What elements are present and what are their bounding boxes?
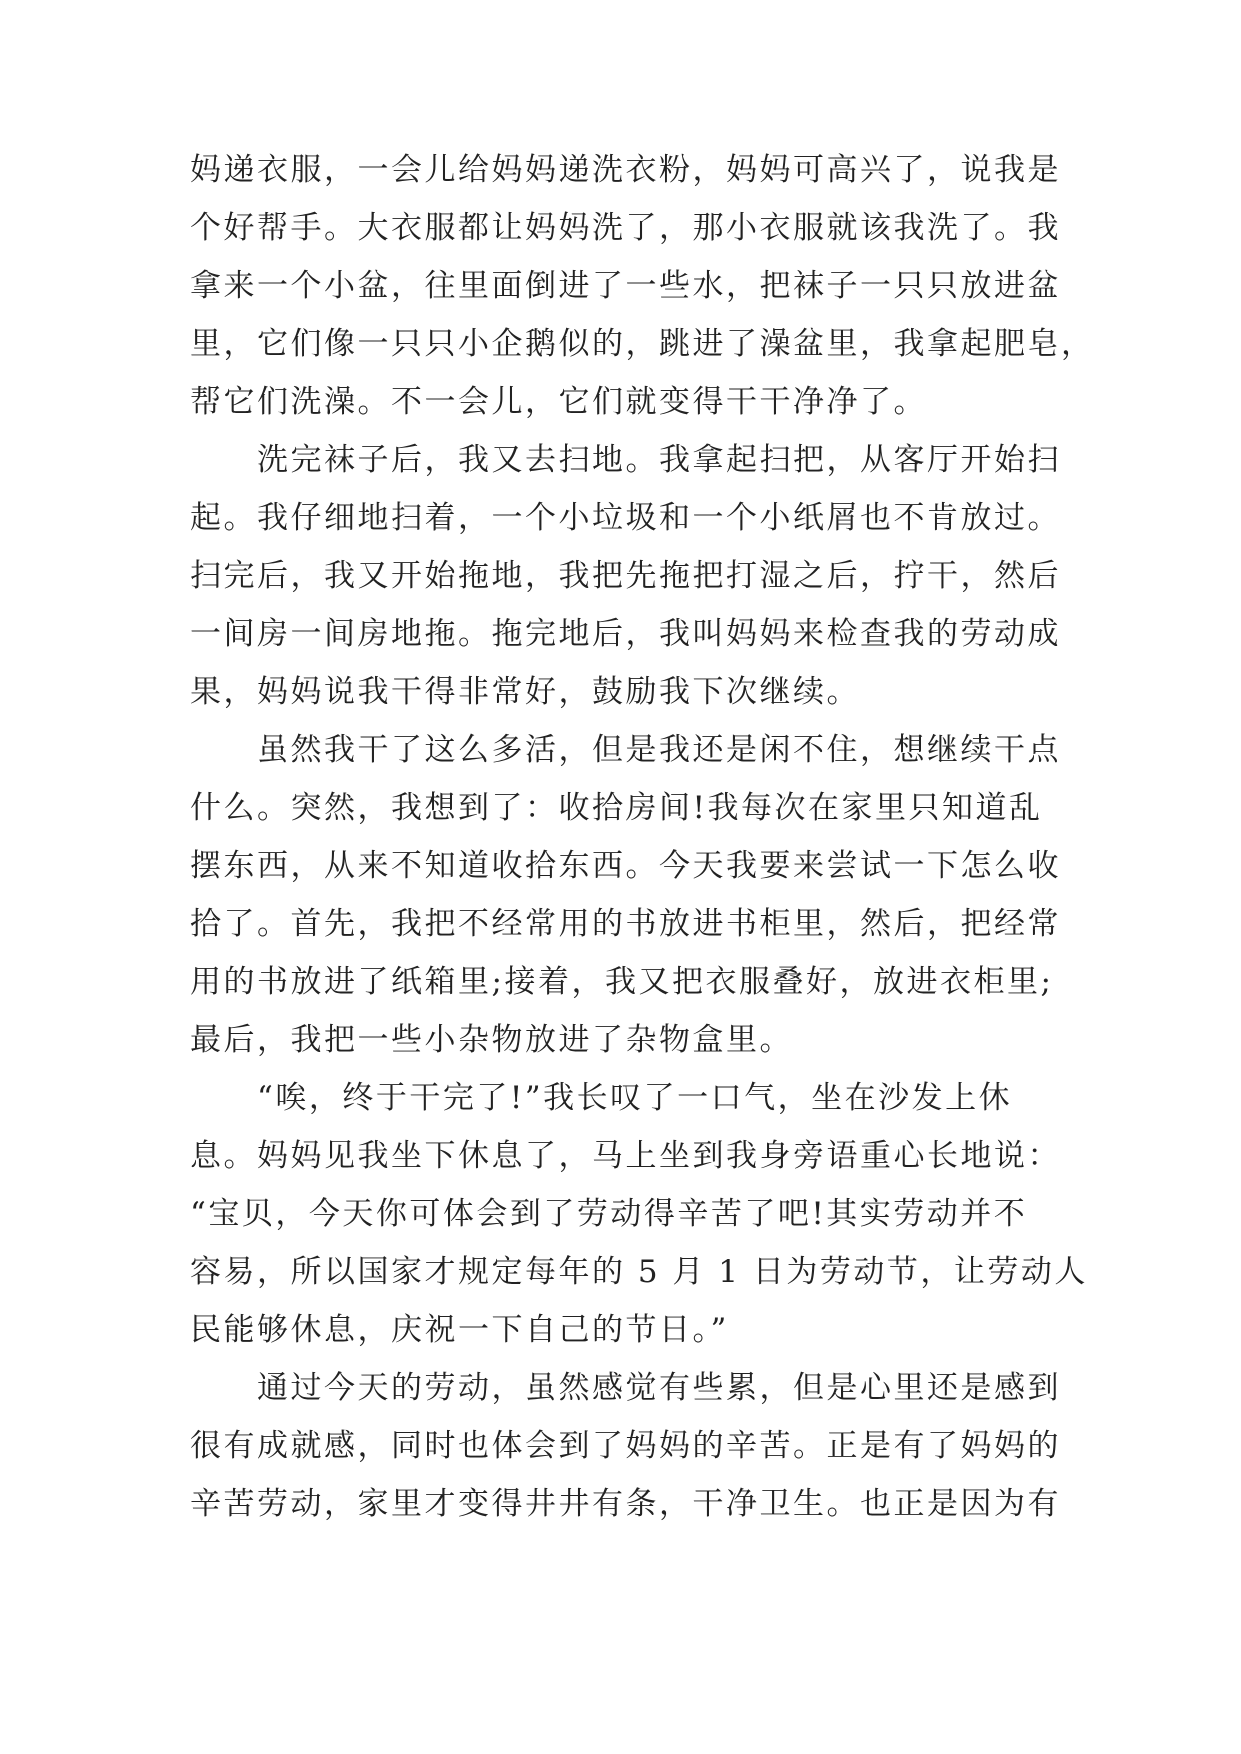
text-line: 里，它们像一只只小企鹅似的，跳进了澡盆里，我拿起肥皂， [190, 326, 1095, 362]
text-line: 民能够休息，庆祝一下自己的节日。” [190, 1312, 729, 1348]
text-line: 妈递衣服，一会儿给妈妈递洗衣粉，妈妈可高兴了，说我是 [190, 152, 1061, 188]
text-line: “唉，终于干完了!”我长叹了一口气，坐在沙发上休 [190, 1080, 1013, 1116]
text-line: 辛苦劳动，家里才变得井井有条，干净卫生。也正是因为有 [190, 1486, 1061, 1522]
text-line: 扫完后，我又开始拖地，我把先拖把打湿之后，拧干，然后 [190, 558, 1061, 594]
text-line: 最后，我把一些小杂物放进了杂物盒里。 [190, 1022, 793, 1058]
text-line: 果，妈妈说我干得非常好，鼓励我下次继续。 [190, 674, 860, 710]
text-line: 一间房一间房地拖。拖完地后，我叫妈妈来检查我的劳动成 [190, 616, 1061, 652]
text-line: 通过今天的劳动，虽然感觉有些累，但是心里还是感到 [190, 1370, 1061, 1406]
text-line: 拿来一个小盆，往里面倒进了一些水，把袜子一只只放进盆 [190, 268, 1061, 304]
text-line: 什么。突然，我想到了：收拾房间!我每次在家里只知道乱 [190, 790, 1043, 826]
text-line: 用的书放进了纸箱里;接着，我又把衣服叠好，放进衣柜里; [190, 964, 1054, 1000]
text-line: 息。妈妈见我坐下休息了，马上坐到我身旁语重心长地说： [190, 1138, 1061, 1174]
text-line: 拾了。首先，我把不经常用的书放进书柜里，然后，把经常 [190, 906, 1061, 942]
text-line: 摆东西，从来不知道收拾东西。今天我要来尝试一下怎么收 [190, 848, 1061, 884]
text-line: 起。我仔细地扫着，一个小垃圾和一个小纸屑也不肯放过。 [190, 500, 1061, 536]
text-line: 很有成就感，同时也体会到了妈妈的辛苦。正是有了妈妈的 [190, 1428, 1061, 1464]
text-line: 帮它们洗澡。不一会儿，它们就变得干干净净了。 [190, 384, 927, 420]
text-line: 洗完袜子后，我又去扫地。我拿起扫把，从客厅开始扫 [190, 442, 1061, 478]
text-line: 容易，所以国家才规定每年的 5 月 1 日为劳动节，让劳动人 [190, 1254, 1088, 1290]
text-line: 个好帮手。大衣服都让妈妈洗了，那小衣服就该我洗了。我 [190, 210, 1061, 246]
text-line: “宝贝，今天你可体会到了劳动得辛苦了吧!其实劳动并不 [190, 1196, 1028, 1232]
text-line: 虽然我干了这么多活，但是我还是闲不住，想继续干点 [190, 732, 1061, 768]
